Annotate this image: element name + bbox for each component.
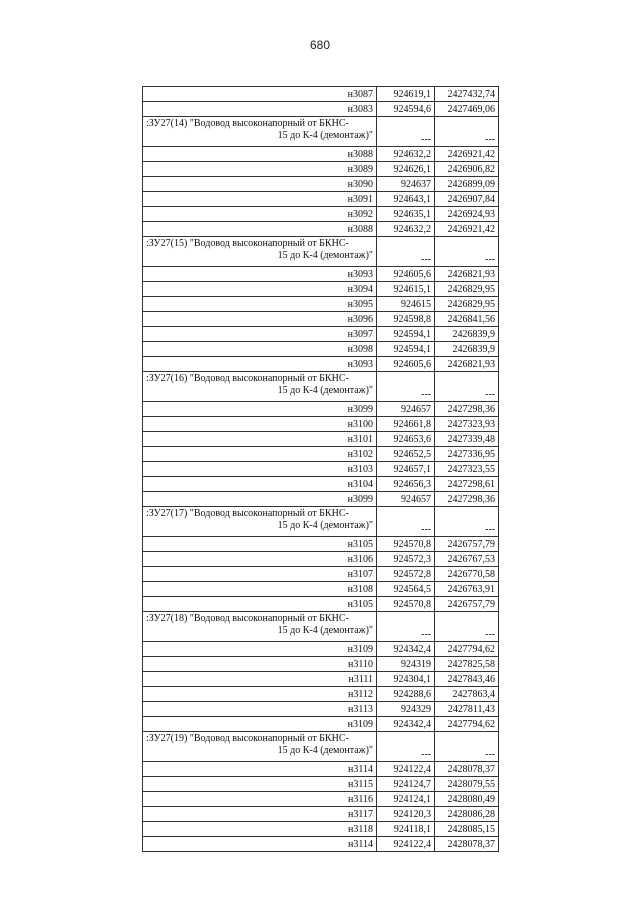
- point-id-cell: н3108: [143, 582, 377, 597]
- y-coordinate-cell: 2427843,46: [435, 672, 499, 687]
- point-id-cell: н3116: [143, 792, 377, 807]
- table-row: [143, 417, 499, 432]
- y-coordinate-cell: 2426839,9: [435, 327, 499, 342]
- table-row: [143, 87, 499, 102]
- y-coordinate-cell: 2428079,55: [435, 777, 499, 792]
- x-coordinate-cell: 924615: [377, 297, 435, 312]
- table-row: [143, 432, 499, 447]
- y-coordinate-cell: 2426921,42: [435, 222, 499, 237]
- point-id-cell: н3092: [143, 207, 377, 222]
- point-id-cell: н3088: [143, 222, 377, 237]
- x-coordinate-cell: 924657: [377, 402, 435, 417]
- x-coordinate-cell: 924657: [377, 492, 435, 507]
- x-coordinate-cell: 924319: [377, 657, 435, 672]
- table-row: [143, 567, 499, 582]
- point-id-cell: н3114: [143, 837, 377, 852]
- point-id-cell: н3083: [143, 102, 377, 117]
- x-coordinate-cell: 924635,1: [377, 207, 435, 222]
- y-coordinate-cell: ---: [435, 612, 499, 642]
- point-id-cell: н3106: [143, 552, 377, 567]
- y-coordinate-cell: 2427323,55: [435, 462, 499, 477]
- point-id-cell: н3102: [143, 447, 377, 462]
- x-coordinate-cell: 924304,1: [377, 672, 435, 687]
- point-id-cell: н3088: [143, 147, 377, 162]
- x-coordinate-cell: 924118,1: [377, 822, 435, 837]
- parcel-name-line1: :ЗУ27(14) "Водовод высоконапорный от БКНС-: [146, 118, 349, 129]
- point-id-cell: н3099: [143, 492, 377, 507]
- coordinates-table-body: [143, 87, 499, 852]
- parcel-name-cell: [143, 612, 377, 642]
- point-id-cell: н3103: [143, 462, 377, 477]
- x-coordinate-cell: 924329: [377, 702, 435, 717]
- point-id-cell: н3117: [143, 807, 377, 822]
- parcel-name-line1: :ЗУ27(17) "Водовод высоконапорный от БКНС-: [146, 508, 349, 519]
- parcel-name-line1: :ЗУ27(18) "Водовод высоконапорный от БКНС-: [146, 613, 349, 624]
- parcel-header-row: [143, 117, 499, 147]
- parcel-name-line2: 15 до К-4 (демонтаж)": [277, 130, 373, 141]
- table-row: [143, 327, 499, 342]
- page-number: 680: [309, 38, 331, 52]
- table-row: [143, 822, 499, 837]
- y-coordinate-cell: 2427794,62: [435, 642, 499, 657]
- y-coordinate-cell: 2428078,37: [435, 837, 499, 852]
- table-row: [143, 477, 499, 492]
- x-coordinate-cell: 924643,1: [377, 192, 435, 207]
- table-row: [143, 357, 499, 372]
- y-coordinate-cell: 2426907,84: [435, 192, 499, 207]
- y-coordinate-cell: 2428085,15: [435, 822, 499, 837]
- x-coordinate-cell: ---: [377, 732, 435, 762]
- parcel-name-line2: 15 до К-4 (демонтаж)": [277, 745, 373, 756]
- y-coordinate-cell: 2426924,93: [435, 207, 499, 222]
- table-row: [143, 537, 499, 552]
- x-coordinate-cell: 924570,8: [377, 537, 435, 552]
- point-id-cell: н3096: [143, 312, 377, 327]
- x-coordinate-cell: ---: [377, 117, 435, 147]
- x-coordinate-cell: 924605,6: [377, 357, 435, 372]
- table-row: [143, 597, 499, 612]
- y-coordinate-cell: 2426821,93: [435, 357, 499, 372]
- table-row: [143, 642, 499, 657]
- table-row: [143, 402, 499, 417]
- y-coordinate-cell: 2427298,36: [435, 492, 499, 507]
- y-coordinate-cell: 2426821,93: [435, 267, 499, 282]
- y-coordinate-cell: ---: [435, 117, 499, 147]
- point-id-cell: н3109: [143, 642, 377, 657]
- point-id-cell: н3089: [143, 162, 377, 177]
- x-coordinate-cell: 924122,4: [377, 762, 435, 777]
- y-coordinate-cell: 2426921,42: [435, 147, 499, 162]
- parcel-header-row: [143, 237, 499, 267]
- table-row: [143, 792, 499, 807]
- y-coordinate-cell: 2426767,53: [435, 552, 499, 567]
- y-coordinate-cell: 2427863,4: [435, 687, 499, 702]
- y-coordinate-cell: 2427336,95: [435, 447, 499, 462]
- parcel-name-line2: 15 до К-4 (демонтаж)": [277, 250, 373, 261]
- point-id-cell: н3104: [143, 477, 377, 492]
- y-coordinate-cell: ---: [435, 372, 499, 402]
- point-id-cell: н3094: [143, 282, 377, 297]
- point-id-cell: н3093: [143, 267, 377, 282]
- table-row: [143, 672, 499, 687]
- x-coordinate-cell: 924657,1: [377, 462, 435, 477]
- x-coordinate-cell: 924342,4: [377, 717, 435, 732]
- x-coordinate-cell: 924120,3: [377, 807, 435, 822]
- y-coordinate-cell: 2426757,79: [435, 537, 499, 552]
- y-coordinate-cell: ---: [435, 237, 499, 267]
- point-id-cell: н3112: [143, 687, 377, 702]
- table-row: [143, 222, 499, 237]
- point-id-cell: н3114: [143, 762, 377, 777]
- x-coordinate-cell: 924598,8: [377, 312, 435, 327]
- parcel-name-line1: :ЗУ27(15) "Водовод высоконапорный от БКНС-: [146, 238, 349, 249]
- parcel-header-row: [143, 732, 499, 762]
- parcel-name-cell: [143, 732, 377, 762]
- table-row: [143, 552, 499, 567]
- x-coordinate-cell: 924122,4: [377, 837, 435, 852]
- table-row: [143, 162, 499, 177]
- x-coordinate-cell: 924637: [377, 177, 435, 192]
- y-coordinate-cell: 2426829,95: [435, 282, 499, 297]
- parcel-name-line1: :ЗУ27(19) "Водовод высоконапорный от БКНС-: [146, 733, 349, 744]
- y-coordinate-cell: 2427339,48: [435, 432, 499, 447]
- parcel-name-line1: :ЗУ27(16) "Водовод высоконапорный от БКНС-: [146, 373, 349, 384]
- x-coordinate-cell: 924564,5: [377, 582, 435, 597]
- table-row: [143, 462, 499, 477]
- table-row: [143, 582, 499, 597]
- parcel-name-line2: 15 до К-4 (демонтаж)": [277, 625, 373, 636]
- point-id-cell: н3110: [143, 657, 377, 672]
- x-coordinate-cell: 924594,1: [377, 327, 435, 342]
- y-coordinate-cell: ---: [435, 507, 499, 537]
- x-coordinate-cell: 924632,2: [377, 222, 435, 237]
- point-id-cell: н3118: [143, 822, 377, 837]
- table-row: [143, 102, 499, 117]
- point-id-cell: н3107: [143, 567, 377, 582]
- y-coordinate-cell: 2427825,58: [435, 657, 499, 672]
- table-row: [143, 837, 499, 852]
- point-id-cell: н3105: [143, 597, 377, 612]
- parcel-name-cell: [143, 117, 377, 147]
- x-coordinate-cell: 924572,8: [377, 567, 435, 582]
- point-id-cell: н3109: [143, 717, 377, 732]
- coordinates-table: [142, 86, 499, 852]
- point-id-cell: н3101: [143, 432, 377, 447]
- y-coordinate-cell: 2426763,91: [435, 582, 499, 597]
- table-row: [143, 807, 499, 822]
- parcel-name-cell: [143, 237, 377, 267]
- table-row: [143, 492, 499, 507]
- point-id-cell: н3111: [143, 672, 377, 687]
- table-row: [143, 777, 499, 792]
- table-row: [143, 282, 499, 297]
- y-coordinate-cell: 2426841,56: [435, 312, 499, 327]
- point-id-cell: н3095: [143, 297, 377, 312]
- x-coordinate-cell: 924594,6: [377, 102, 435, 117]
- y-coordinate-cell: 2428080,49: [435, 792, 499, 807]
- x-coordinate-cell: ---: [377, 372, 435, 402]
- x-coordinate-cell: 924619,1: [377, 87, 435, 102]
- parcel-name-line2: 15 до К-4 (демонтаж)": [277, 385, 373, 396]
- y-coordinate-cell: 2427794,62: [435, 717, 499, 732]
- x-coordinate-cell: 924626,1: [377, 162, 435, 177]
- x-coordinate-cell: 924124,7: [377, 777, 435, 792]
- parcel-header-row: [143, 372, 499, 402]
- parcel-header-row: [143, 507, 499, 537]
- y-coordinate-cell: 2426899,09: [435, 177, 499, 192]
- x-coordinate-cell: ---: [377, 507, 435, 537]
- x-coordinate-cell: 924652,5: [377, 447, 435, 462]
- y-coordinate-cell: 2426829,95: [435, 297, 499, 312]
- point-id-cell: н3105: [143, 537, 377, 552]
- x-coordinate-cell: 924615,1: [377, 282, 435, 297]
- point-id-cell: н3100: [143, 417, 377, 432]
- point-id-cell: н3090: [143, 177, 377, 192]
- x-coordinate-cell: 924605,6: [377, 267, 435, 282]
- table-row: [143, 192, 499, 207]
- x-coordinate-cell: ---: [377, 612, 435, 642]
- y-coordinate-cell: ---: [435, 732, 499, 762]
- y-coordinate-cell: 2427432,74: [435, 87, 499, 102]
- x-coordinate-cell: 924570,8: [377, 597, 435, 612]
- point-id-cell: н3099: [143, 402, 377, 417]
- table-row: [143, 447, 499, 462]
- parcel-name-line2: 15 до К-4 (демонтаж)": [277, 520, 373, 531]
- y-coordinate-cell: 2426839,9: [435, 342, 499, 357]
- x-coordinate-cell: 924656,3: [377, 477, 435, 492]
- point-id-cell: н3091: [143, 192, 377, 207]
- x-coordinate-cell: ---: [377, 237, 435, 267]
- y-coordinate-cell: 2426757,79: [435, 597, 499, 612]
- y-coordinate-cell: 2428086,28: [435, 807, 499, 822]
- y-coordinate-cell: 2426906,82: [435, 162, 499, 177]
- table-row: [143, 762, 499, 777]
- table-row: [143, 687, 499, 702]
- table-row: [143, 297, 499, 312]
- table-row: [143, 702, 499, 717]
- point-id-cell: н3087: [143, 87, 377, 102]
- parcel-name-cell: [143, 507, 377, 537]
- table-row: [143, 207, 499, 222]
- point-id-cell: н3098: [143, 342, 377, 357]
- y-coordinate-cell: 2427298,61: [435, 477, 499, 492]
- x-coordinate-cell: 924288,6: [377, 687, 435, 702]
- y-coordinate-cell: 2428078,37: [435, 762, 499, 777]
- point-id-cell: н3097: [143, 327, 377, 342]
- parcel-header-row: [143, 612, 499, 642]
- point-id-cell: н3115: [143, 777, 377, 792]
- x-coordinate-cell: 924124,1: [377, 792, 435, 807]
- x-coordinate-cell: 924653,6: [377, 432, 435, 447]
- y-coordinate-cell: 2427298,36: [435, 402, 499, 417]
- point-id-cell: н3093: [143, 357, 377, 372]
- y-coordinate-cell: 2427469,06: [435, 102, 499, 117]
- x-coordinate-cell: 924632,2: [377, 147, 435, 162]
- y-coordinate-cell: 2427811,43: [435, 702, 499, 717]
- y-coordinate-cell: 2427323,93: [435, 417, 499, 432]
- parcel-name-cell: [143, 372, 377, 402]
- table-row: [143, 342, 499, 357]
- x-coordinate-cell: 924342,4: [377, 642, 435, 657]
- y-coordinate-cell: 2426770,58: [435, 567, 499, 582]
- table-row: [143, 147, 499, 162]
- table-row: [143, 312, 499, 327]
- x-coordinate-cell: 924594,1: [377, 342, 435, 357]
- table-row: [143, 657, 499, 672]
- point-id-cell: н3113: [143, 702, 377, 717]
- table-row: [143, 717, 499, 732]
- table-row: [143, 267, 499, 282]
- table-row: [143, 177, 499, 192]
- x-coordinate-cell: 924661,8: [377, 417, 435, 432]
- x-coordinate-cell: 924572,3: [377, 552, 435, 567]
